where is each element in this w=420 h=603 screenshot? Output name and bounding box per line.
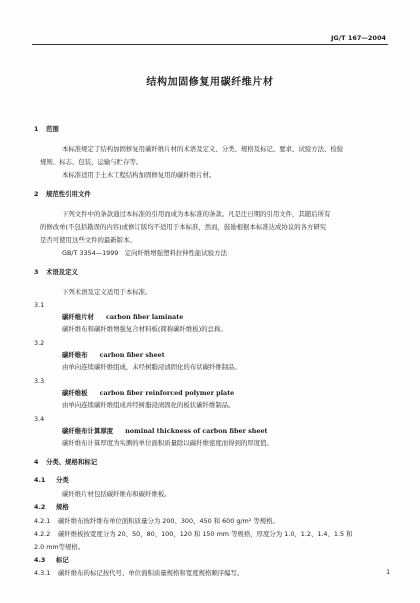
section-number: 3 [34, 268, 39, 276]
clause-number: 4.2.2 [34, 530, 51, 538]
paragraph-line: 下列文件中的条款通过本标准的引用而成为本标准的条款。凡是注日期的引用文件，其随后所有 [62, 210, 331, 218]
term-name: 碳纤维板 [62, 389, 88, 397]
term-heading [62, 427, 267, 435]
subsection-4-3-heading [34, 556, 69, 564]
subsection-number: 4.1 [34, 476, 46, 484]
referenced-standard: GB/T 3354—1999 定向纤维增强塑料拉伸性能试验方法 [62, 249, 227, 257]
term-heading [62, 389, 234, 397]
paragraph-line: 下列术语及定义适用于本标准。 [62, 288, 152, 296]
term-definition: 碳纤维布和碳纤维增强复合材料板(简称碳纤维板)的总称。 [62, 325, 227, 333]
term-english: carbon fiber reinforced polymer plate [99, 389, 235, 397]
section-title: 术语及定义 [46, 268, 78, 276]
term-definition: 由单向连续碳纤维组成，未经树脂浸渍固化的布状碳纤维制品。 [62, 363, 241, 371]
term-english: carbon fiber laminate [105, 313, 184, 321]
section-4-heading [34, 458, 97, 466]
paragraph-line: 本标准适用于土木工程结构加固修复用的碳纤维片材。 [62, 171, 216, 179]
subsection-title: 分类 [56, 476, 69, 484]
paragraph-line: 本标准规定了结构加固修复用碳纤维片材的术语及定义、分类、规格及标记、要求、试验方法、检验 [62, 145, 344, 153]
subsection-number: 4.3 [34, 556, 46, 564]
clause-4-2-1 [34, 517, 279, 525]
section-title: 范围 [46, 125, 59, 133]
clause-text: 碳纤维布按纤维布单位面积质量分为 200、300、450 和 600 g/m² 等规格。 [58, 517, 279, 525]
section-title: 规范性引用文件 [46, 190, 91, 198]
subsection-4-1-heading [34, 476, 69, 484]
term-english: carbon fiber sheet [99, 351, 165, 359]
clause-text: 碳纤维板按宽度分为 20、50、80、100、120 和 150 mm 等规格，厚度分为 1.0、1.2、1.4、1.5 和 [58, 530, 353, 538]
section-1-heading [34, 125, 59, 133]
term-number: 3.1 [34, 301, 45, 309]
term-number: 3.4 [34, 415, 45, 423]
term-name: 碳纤维布计算厚度 [62, 427, 114, 435]
term-name: 碳纤维布 [62, 351, 88, 359]
subsection-number: 4.2 [34, 503, 46, 511]
term-number: 3.2 [34, 339, 45, 347]
header-divider [32, 44, 388, 45]
section-title: 分类、规格和标记 [46, 458, 98, 466]
page-number: 1 [386, 568, 391, 576]
term-english: nominal thickness of carbon fiber sheet [125, 427, 268, 435]
term-definition: 碳纤维布计算厚度为实测的单位面积质量除以碳纤维密度而得到的厚度值。 [62, 439, 273, 447]
clause-continuation: 2.0 mm等规格。 [34, 543, 85, 551]
clause-text: 碳纤维布的标记按代号、单位面积质量规格和宽度规格顺序编写。 [58, 569, 244, 577]
section-number: 4 [34, 458, 39, 466]
clause-4-3-1 [34, 569, 243, 577]
term-name: 碳纤维片材 [62, 313, 94, 321]
section-number: 1 [34, 125, 39, 133]
section-2-heading [34, 190, 91, 198]
section-3-heading [34, 268, 78, 276]
paragraph-line: 规则、标志、包装、运输与贮存等。 [40, 158, 143, 166]
subsection-4-2-heading [34, 503, 69, 511]
term-heading [62, 351, 165, 359]
clause-number: 4.2.1 [34, 517, 51, 525]
section-number: 2 [34, 190, 39, 198]
paragraph-line: 是否可使用这些文件的最新版本。 [40, 236, 136, 244]
document-title: 结构加固修复用碳纤维片材 [146, 77, 274, 88]
standard-code: JG/T 167—2004 [331, 34, 386, 42]
term-definition: 由单向连续碳纤维组成并经树脂浸渍固化的板状碳纤维制品。 [62, 401, 235, 409]
subsection-title: 标记 [56, 556, 69, 564]
paragraph-line: 的修改单(不包括勘误的内容)或修订版均不适用于本标准，然而，鼓励根据本标准达成协议的各方研究 [40, 223, 327, 231]
term-heading [62, 313, 183, 321]
clause-4-2-2 [34, 530, 352, 538]
term-number: 3.3 [34, 377, 45, 385]
subsection-title: 规格 [56, 503, 69, 511]
paragraph-line: 碳纤维片材包括碳纤维布和碳纤维板。 [62, 490, 171, 498]
clause-number: 4.3.1 [34, 569, 51, 577]
